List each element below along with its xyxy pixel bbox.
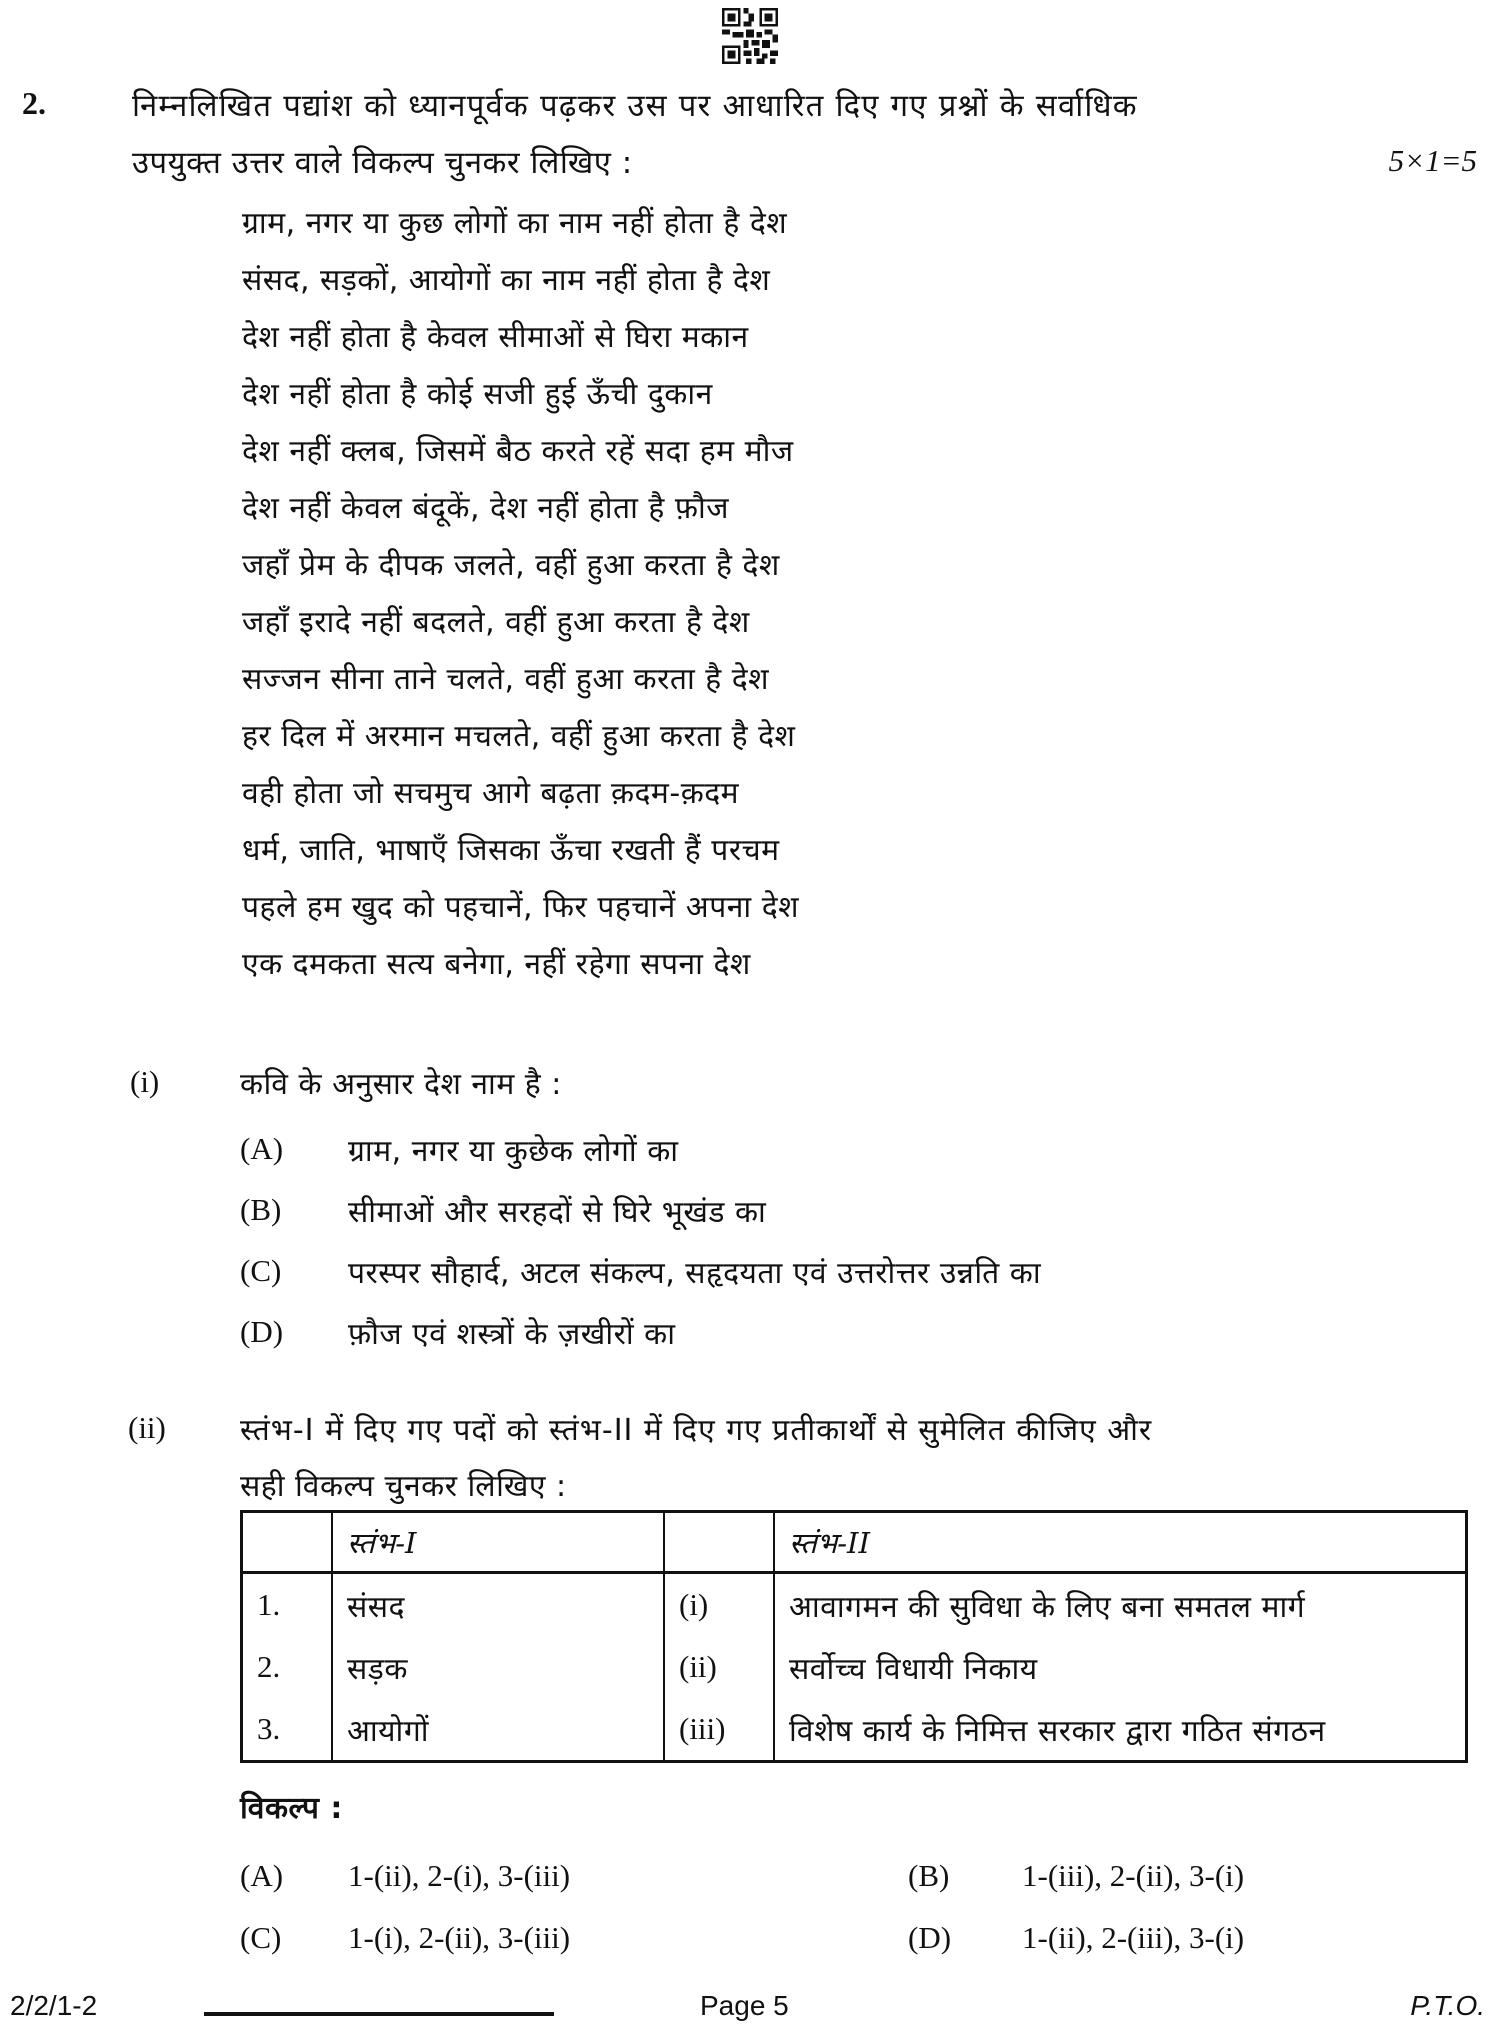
column-1-term: आयोगों xyxy=(332,1698,664,1762)
option-a-text[interactable]: 1-(ii), 2-(i), 3-(iii) xyxy=(348,1858,571,1893)
option-d-letter[interactable]: (D) xyxy=(908,1920,952,1955)
subquestion-i-number: (i) xyxy=(130,1064,160,1099)
option-c-text[interactable]: 1-(i), 2-(ii), 3-(iii) xyxy=(348,1920,571,1955)
poem-line: एक दमकता सत्य बनेगा, नहीं रहेगा सपना देश xyxy=(242,947,751,982)
column-1-term: सड़क xyxy=(332,1636,664,1698)
table-header-row xyxy=(242,1512,1467,1573)
poem-line: जहाँ प्रेम के दीपक जलते, वहीं हुआ करता है देश xyxy=(242,548,780,583)
matching-table xyxy=(240,1510,1468,1763)
column-2-roman: (ii) xyxy=(664,1636,774,1698)
poem-line: संसद, सड़कों, आयोगों का नाम नहीं होता है देश xyxy=(242,263,771,298)
poem-line: सज्जन सीना ताने चलते, वहीं हुआ करता है देश xyxy=(242,662,770,697)
option-b-letter[interactable]: (B) xyxy=(240,1192,282,1227)
page-number: Page 5 xyxy=(700,1990,789,2021)
poem-line: ग्राम, नगर या कुछ लोगों का नाम नहीं होता है देश xyxy=(242,206,788,241)
question-marks: 5×1=5 xyxy=(1388,143,1477,178)
paper-code: 2/2/1-2 xyxy=(10,1990,98,2021)
subquestion-ii-text-line1: स्तंभ-I में दिए गए पदों को स्तंभ-II में दिए गए प्रतीकार्थों से सुमेलित कीजिए और xyxy=(240,1413,1153,1448)
option-b-text[interactable]: 1-(iii), 2-(ii), 3-(i) xyxy=(1022,1858,1245,1893)
column-2-meaning: आवागमन की सुविधा के लिए बना समतल मार्ग xyxy=(774,1573,1467,1637)
question-instruction-line2: उपयुक्त उत्तर वाले विकल्प चुनकर लिखिए : xyxy=(132,145,633,181)
qr-code-icon xyxy=(722,8,778,64)
poem-line: पहले हम खुद को पहचानें, फिर पहचानें अपना देश xyxy=(242,890,800,925)
column-2-roman: (i) xyxy=(664,1573,774,1637)
option-a-letter[interactable]: (A) xyxy=(240,1858,284,1893)
table-header-column-2: स्तंभ-II xyxy=(774,1512,1467,1573)
subquestion-ii-text-line2: सही विकल्प चुनकर लिखिए : xyxy=(240,1469,567,1504)
poem-line: देश नहीं क्लब, जिसमें बैठ करते रहें सदा हम मौज xyxy=(242,434,794,469)
table-header-column-1: स्तंभ-I xyxy=(332,1512,664,1573)
option-a-text[interactable]: ग्राम, नगर या कुछेक लोगों का xyxy=(348,1134,679,1169)
subquestion-i-text: कवि के अनुसार देश नाम है : xyxy=(240,1067,562,1102)
option-c-text[interactable]: परस्पर सौहार्द, अटल संकल्प, सहृदयता एवं उत्तरोत्तर उन्नति का xyxy=(348,1256,1042,1291)
option-c-letter[interactable]: (C) xyxy=(240,1253,282,1288)
table-row xyxy=(242,1573,1467,1637)
question-number: 2. xyxy=(22,85,46,121)
poem-line: धर्म, जाति, भाषाएँ जिसका ऊँचा रखती हैं परचम xyxy=(242,833,780,868)
options-label: विकल्प : xyxy=(240,1791,343,1826)
table-row xyxy=(242,1636,1467,1698)
poem-line: हर दिल में अरमान मचलते, वहीं हुआ करता है देश xyxy=(242,719,796,754)
column-2-meaning: सर्वोच्च विधायी निकाय xyxy=(774,1636,1467,1698)
option-c-letter[interactable]: (C) xyxy=(240,1920,282,1955)
poem-passage xyxy=(242,195,799,993)
poem-line: जहाँ इरादे नहीं बदलते, वहीं हुआ करता है देश xyxy=(242,605,750,640)
question-instruction-line1: निम्नलिखित पद्यांश को ध्यानपूर्वक पढ़कर उस पर आधारित दिए गए प्रश्नों के सर्वाधिक xyxy=(132,88,1138,124)
poem-line: वही होता जो सचमुच आगे बढ़ता क़दम-क़दम xyxy=(242,776,740,811)
option-d-text[interactable]: 1-(ii), 2-(iii), 3-(i) xyxy=(1022,1920,1245,1955)
row-number: 3. xyxy=(242,1698,333,1762)
row-number: 2. xyxy=(242,1636,333,1698)
column-2-meaning: विशेष कार्य के निमित्त सरकार द्वारा गठित संगठन xyxy=(774,1698,1467,1762)
subquestion-ii-number: (ii) xyxy=(128,1410,166,1445)
column-2-roman: (iii) xyxy=(664,1698,774,1762)
option-d-letter[interactable]: (D) xyxy=(240,1314,284,1349)
poem-line: देश नहीं होता है केवल सीमाओं से घिरा मकान xyxy=(242,320,749,355)
table-header-cell xyxy=(664,1512,774,1573)
table-row xyxy=(242,1698,1467,1762)
poem-line: देश नहीं होता है कोई सजी हुई ऊँची दुकान xyxy=(242,377,713,412)
poem-line: देश नहीं केवल बंदूकें, देश नहीं होता है फ़ौज xyxy=(242,491,730,526)
option-a-letter[interactable]: (A) xyxy=(240,1131,284,1166)
table-header-cell xyxy=(242,1512,333,1573)
please-turn-over: P.T.O. xyxy=(1410,1990,1485,2021)
option-d-text[interactable]: फ़ौज एवं शस्त्रों के ज़खीरों का xyxy=(348,1317,676,1352)
option-b-text[interactable]: सीमाओं और सरहदों से घिरे भूखंड का xyxy=(348,1195,767,1230)
row-number: 1. xyxy=(242,1573,333,1637)
footer-divider xyxy=(204,2012,554,2016)
column-1-term: संसद xyxy=(332,1573,664,1637)
option-b-letter[interactable]: (B) xyxy=(908,1858,950,1893)
